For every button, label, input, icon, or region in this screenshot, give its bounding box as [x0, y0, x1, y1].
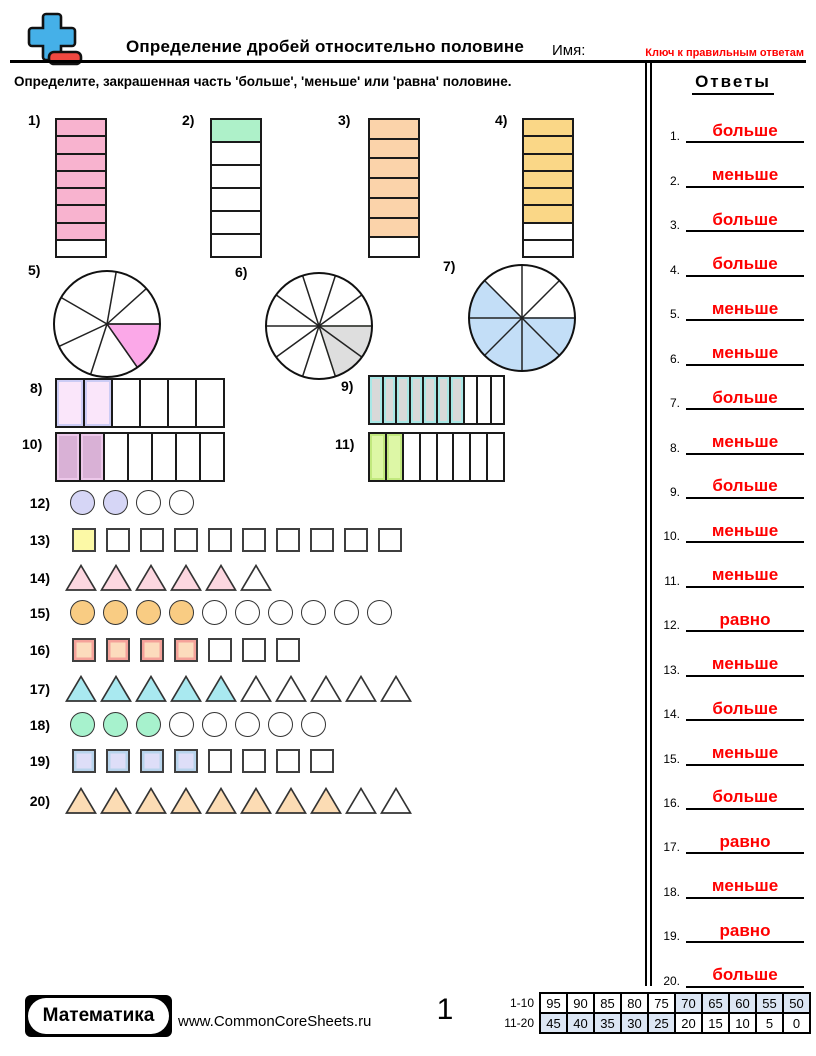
triangle-outline — [277, 677, 306, 702]
triangle-shape — [345, 674, 377, 703]
shape-row — [20, 786, 412, 815]
page-number: 1 — [436, 993, 454, 1026]
fraction-strip — [55, 378, 225, 428]
bar-cell-empty — [210, 141, 262, 166]
strip-cell-empty — [167, 378, 197, 428]
shaded-square-shape — [174, 749, 198, 773]
empty-square-shape — [208, 528, 232, 552]
answer-value: больше — [686, 699, 804, 722]
header-rule — [10, 60, 806, 63]
answer-row — [654, 325, 812, 369]
shaded-circle-shape — [103, 600, 128, 625]
shaded-circle-shape — [169, 600, 194, 625]
problem-number: 9) — [341, 378, 354, 394]
triangle-shape-shaded — [205, 563, 237, 592]
answer-row — [654, 814, 812, 858]
empty-square-shape — [174, 528, 198, 552]
score-cell: 35 — [594, 1013, 621, 1033]
name-label: Имя: — [552, 42, 586, 59]
score-cell: 85 — [594, 993, 621, 1013]
answer-row — [654, 103, 812, 147]
triangle-shape-shaded — [275, 786, 307, 815]
score-cell: 80 — [621, 993, 648, 1013]
strip-cell-shaded — [79, 432, 105, 482]
empty-circle-shape — [169, 712, 194, 737]
problem-number: 12) — [29, 494, 50, 511]
shape-row — [20, 528, 402, 552]
answer-value: равно — [686, 610, 804, 633]
triangle-shape-shaded — [240, 786, 272, 815]
strip-cell-shaded — [83, 378, 113, 428]
bar-cell-empty — [210, 233, 262, 258]
empty-circle-shape — [268, 712, 293, 737]
sector-line — [276, 295, 319, 326]
answer-value: больше — [686, 787, 804, 810]
strip-cell-shaded — [55, 432, 81, 482]
empty-circle-shape — [235, 712, 260, 737]
answer-value: меньше — [686, 432, 804, 455]
sector-line — [276, 326, 319, 357]
answer-row — [654, 592, 812, 636]
shaded-circle-shape — [136, 712, 161, 737]
strip-cell-shaded — [55, 378, 85, 428]
empty-circle-shape — [334, 600, 359, 625]
score-cell: 90 — [567, 993, 594, 1013]
brand-badge — [25, 995, 172, 1037]
plus-minus-logo — [22, 10, 86, 66]
answer-value: меньше — [686, 654, 804, 677]
answer-number: 3. — [669, 218, 680, 233]
triangle-outline — [382, 677, 411, 702]
answer-number: 11. — [664, 573, 680, 588]
triangle-outline — [137, 789, 166, 814]
answer-row — [654, 681, 812, 725]
shaded-square-shape — [106, 749, 130, 773]
strip-cell-empty — [199, 432, 225, 482]
answer-row — [654, 725, 812, 769]
strip-cell-empty — [490, 375, 506, 425]
shape-row — [20, 600, 392, 625]
score-cell: 55 — [756, 993, 783, 1013]
triangle-outline — [102, 789, 131, 814]
triangle-outline — [67, 789, 96, 814]
fraction-bar — [210, 118, 262, 258]
answer-key-label: Ключ к правильным ответам — [645, 47, 804, 59]
shaded-circle-shape — [136, 600, 161, 625]
answer-row — [654, 636, 812, 680]
answer-number: 9. — [669, 484, 680, 499]
strip-cell-empty — [486, 432, 505, 482]
triangle-shape-shaded — [135, 786, 167, 815]
empty-square-shape — [242, 749, 266, 773]
triangle-outline — [67, 677, 96, 702]
score-cell: 45 — [540, 1013, 567, 1033]
strip-cell-empty — [127, 432, 153, 482]
answer-row — [654, 903, 812, 947]
triangle-shape-shaded — [170, 786, 202, 815]
shaded-square-shape — [72, 638, 96, 662]
answer-number: 8. — [669, 440, 680, 455]
score-cell: 15 — [702, 1013, 729, 1033]
answer-value: равно — [686, 832, 804, 855]
problem-number: 14) — [29, 569, 50, 586]
answer-value: меньше — [686, 299, 804, 322]
bar-cell-empty — [368, 236, 420, 258]
score-row-label: 11-20 — [504, 1016, 534, 1030]
answer-value: больше — [686, 476, 804, 499]
page-title: Определение дробей относительно половине — [125, 37, 525, 56]
shape-row — [20, 490, 194, 515]
fraction-strip — [368, 375, 505, 425]
triangle-shape — [380, 786, 412, 815]
shaded-square-shape — [140, 638, 164, 662]
score-cell: 40 — [567, 1013, 594, 1033]
shaded-square-shape — [140, 749, 164, 773]
shaded-circle-shape — [70, 712, 95, 737]
shape-row — [20, 712, 326, 737]
answers-title: Ответы — [692, 72, 774, 95]
answer-number: 20. — [663, 973, 680, 988]
empty-square-shape — [242, 638, 266, 662]
triangle-outline — [242, 789, 271, 814]
answer-number: 4. — [669, 262, 680, 277]
sector-line — [303, 276, 319, 326]
problem-number: 2) — [182, 112, 195, 128]
answers-column — [654, 72, 812, 988]
problem-number: 3) — [338, 112, 351, 128]
empty-square-shape — [106, 528, 130, 552]
answer-value: больше — [686, 210, 804, 233]
triangle-shape-shaded — [310, 786, 342, 815]
answer-row — [654, 503, 812, 547]
triangle-shape — [240, 674, 272, 703]
triangle-outline — [312, 789, 341, 814]
triangle-outline — [242, 677, 271, 702]
bar-cell-empty — [55, 239, 107, 258]
triangle-outline — [312, 677, 341, 702]
answer-row — [654, 192, 812, 236]
answer-value: больше — [686, 965, 804, 988]
strip-cell-empty — [111, 378, 141, 428]
fraction-bar — [55, 118, 107, 258]
instruction-text: Определите, закрашенная часть 'больше', 'меньше' или 'равна' половине. — [14, 74, 512, 89]
sector-line — [319, 295, 362, 326]
answer-number: 1. — [669, 129, 680, 144]
answer-value: меньше — [686, 565, 804, 588]
sector-line — [59, 324, 107, 346]
answer-value: меньше — [686, 743, 804, 766]
bar-cell-shaded — [368, 217, 420, 239]
answer-value: больше — [686, 121, 804, 144]
problem-number: 19) — [29, 753, 50, 769]
bar-cell-empty — [522, 239, 574, 258]
triangle-outline — [172, 566, 201, 591]
triangle-outline — [102, 566, 131, 591]
answer-number: 17. — [663, 840, 680, 855]
triangle-shape-shaded — [170, 674, 202, 703]
problem-number: 5) — [28, 262, 41, 278]
empty-circle-shape — [136, 490, 161, 515]
problem-number: 13) — [29, 532, 50, 548]
triangle-shape-shaded — [205, 786, 237, 815]
bar-cell-empty — [210, 187, 262, 212]
triangle-shape — [345, 786, 377, 815]
sector-line — [522, 281, 559, 318]
strip-cell-empty — [103, 432, 129, 482]
empty-square-shape — [276, 528, 300, 552]
bar-cell-empty — [210, 164, 262, 189]
answer-number: 12. — [663, 618, 680, 633]
answer-value: меньше — [686, 521, 804, 544]
empty-square-shape — [208, 749, 232, 773]
triangle-outline — [347, 677, 376, 702]
score-cell: 0 — [783, 1013, 810, 1033]
triangle-shape-shaded — [100, 563, 132, 592]
triangle-outline — [67, 566, 96, 591]
empty-square-shape — [140, 528, 164, 552]
score-cell: 75 — [648, 993, 675, 1013]
problem-number: 10) — [22, 436, 43, 452]
fraction-strip — [55, 432, 225, 482]
empty-circle-shape — [301, 600, 326, 625]
triangle-shape-shaded — [205, 674, 237, 703]
triangle-outline — [102, 677, 131, 702]
triangle-shape-shaded — [135, 674, 167, 703]
answer-row — [654, 147, 812, 191]
sector-line — [303, 326, 319, 376]
fraction-circle — [263, 270, 375, 382]
answer-row — [654, 547, 812, 591]
triangle-outline — [242, 566, 271, 591]
empty-circle-shape — [202, 712, 227, 737]
shaded-square-shape — [72, 528, 96, 552]
answers-divider — [645, 62, 652, 986]
empty-circle-shape — [268, 600, 293, 625]
shaded-square-shape — [72, 749, 96, 773]
problem-number: 7) — [443, 258, 456, 274]
triangle-outline — [207, 566, 236, 591]
answer-number: 2. — [669, 173, 680, 188]
triangle-shape-shaded — [100, 786, 132, 815]
score-cell: 25 — [648, 1013, 675, 1033]
answer-number: 19. — [663, 929, 680, 944]
answer-value: меньше — [686, 876, 804, 899]
problem-number: 17) — [29, 680, 50, 697]
problem-number: 18) — [29, 716, 50, 733]
triangle-shape-shaded — [100, 674, 132, 703]
answer-row — [654, 236, 812, 280]
score-cell: 60 — [729, 993, 756, 1013]
score-row-label: 1-10 — [509, 996, 534, 1010]
score-cell: 95 — [540, 993, 567, 1013]
shaded-circle-shape — [70, 490, 95, 515]
strip-cell-empty — [139, 378, 169, 428]
shaded-square-shape — [106, 638, 130, 662]
bar-cell-empty — [210, 210, 262, 235]
triangle-shape — [275, 674, 307, 703]
shaded-circle-shape — [70, 600, 95, 625]
triangle-outline — [207, 789, 236, 814]
shape-row — [20, 638, 300, 662]
answer-number: 5. — [669, 307, 680, 322]
answer-row — [654, 858, 812, 902]
empty-square-shape — [310, 528, 334, 552]
empty-square-shape — [276, 749, 300, 773]
answer-row — [654, 459, 812, 503]
problem-number: 1) — [28, 112, 41, 128]
bar-cell-shaded — [368, 138, 420, 160]
triangle-outline — [172, 789, 201, 814]
answer-row — [654, 414, 812, 458]
answer-value: меньше — [686, 165, 804, 188]
answer-row — [654, 770, 812, 814]
strip-cell-empty — [175, 432, 201, 482]
answer-value: равно — [686, 921, 804, 944]
answer-number: 18. — [663, 884, 680, 899]
fraction-bar — [368, 118, 420, 258]
problem-number: 15) — [29, 604, 50, 621]
problem-number: 6) — [235, 264, 248, 280]
triangle-shape-shaded — [65, 674, 97, 703]
strip-cell-empty — [195, 378, 225, 428]
score-cell: 5 — [756, 1013, 783, 1033]
answers-list — [654, 103, 812, 992]
brand-label: Математика — [28, 998, 169, 1034]
score-cell: 10 — [729, 1013, 756, 1033]
score-row — [494, 993, 810, 1013]
sector-line — [319, 276, 335, 326]
answer-number: 13. — [663, 662, 680, 677]
answer-number: 6. — [669, 351, 680, 366]
empty-square-shape — [378, 528, 402, 552]
triangle-outline — [382, 789, 411, 814]
answer-number: 16. — [663, 796, 680, 810]
triangle-shape — [310, 674, 342, 703]
bar-cell-shaded — [210, 118, 262, 143]
triangle-shape-shaded — [65, 563, 97, 592]
score-cell: 30 — [621, 1013, 648, 1033]
empty-circle-shape — [202, 600, 227, 625]
shape-row — [20, 674, 412, 703]
empty-square-shape — [310, 749, 334, 773]
score-cell: 70 — [675, 993, 702, 1013]
triangle-shape-shaded — [135, 563, 167, 592]
shaded-square-shape — [174, 638, 198, 662]
triangle-shape — [380, 674, 412, 703]
bar-cell-shaded — [368, 177, 420, 199]
strip-cell-empty — [151, 432, 177, 482]
fraction-circle — [466, 262, 578, 374]
fraction-strip — [368, 432, 505, 482]
shape-row — [20, 749, 334, 773]
problem-number: 20) — [29, 792, 50, 809]
triangle-outline — [137, 677, 166, 702]
answer-row — [654, 281, 812, 325]
empty-square-shape — [242, 528, 266, 552]
triangle-outline — [347, 789, 376, 814]
answer-number: 10. — [663, 529, 680, 544]
score-table — [494, 992, 811, 1034]
empty-circle-shape — [367, 600, 392, 625]
empty-square-shape — [276, 638, 300, 662]
shaded-circle-shape — [103, 712, 128, 737]
problem-number: 4) — [495, 112, 508, 128]
triangle-shape-shaded — [65, 786, 97, 815]
problem-number: 16) — [29, 642, 50, 658]
triangle-shape-shaded — [170, 563, 202, 592]
empty-circle-shape — [235, 600, 260, 625]
bar-cell-shaded — [368, 197, 420, 219]
answer-number: 7. — [669, 396, 680, 411]
shape-row — [20, 563, 272, 592]
triangle-shape — [240, 563, 272, 592]
answer-value: меньше — [686, 343, 804, 366]
bar-cell-shaded — [368, 118, 420, 140]
score-row — [494, 1013, 810, 1033]
bar-cell-shaded — [368, 157, 420, 179]
problem-number: 8) — [30, 380, 43, 396]
empty-circle-shape — [301, 712, 326, 737]
sector-line — [61, 298, 107, 325]
triangle-outline — [172, 677, 201, 702]
problem-number: 11) — [335, 436, 355, 452]
answer-value: больше — [686, 254, 804, 277]
site-url: www.CommonCoreSheets.ru — [178, 1013, 372, 1030]
fraction-bar — [522, 118, 574, 258]
answer-value: больше — [686, 388, 804, 411]
answer-row — [654, 370, 812, 414]
empty-square-shape — [208, 638, 232, 662]
empty-square-shape — [344, 528, 368, 552]
score-cell: 20 — [675, 1013, 702, 1033]
answer-row — [654, 947, 812, 991]
answer-number: 14. — [663, 707, 680, 722]
answer-number: 15. — [663, 751, 680, 766]
score-cell: 65 — [702, 993, 729, 1013]
triangle-outline — [277, 789, 306, 814]
score-cell: 50 — [783, 993, 810, 1013]
empty-circle-shape — [169, 490, 194, 515]
triangle-outline — [207, 677, 236, 702]
triangle-outline — [137, 566, 166, 591]
sector-line — [91, 324, 107, 374]
shaded-circle-shape — [103, 490, 128, 515]
fraction-circle — [51, 268, 163, 380]
